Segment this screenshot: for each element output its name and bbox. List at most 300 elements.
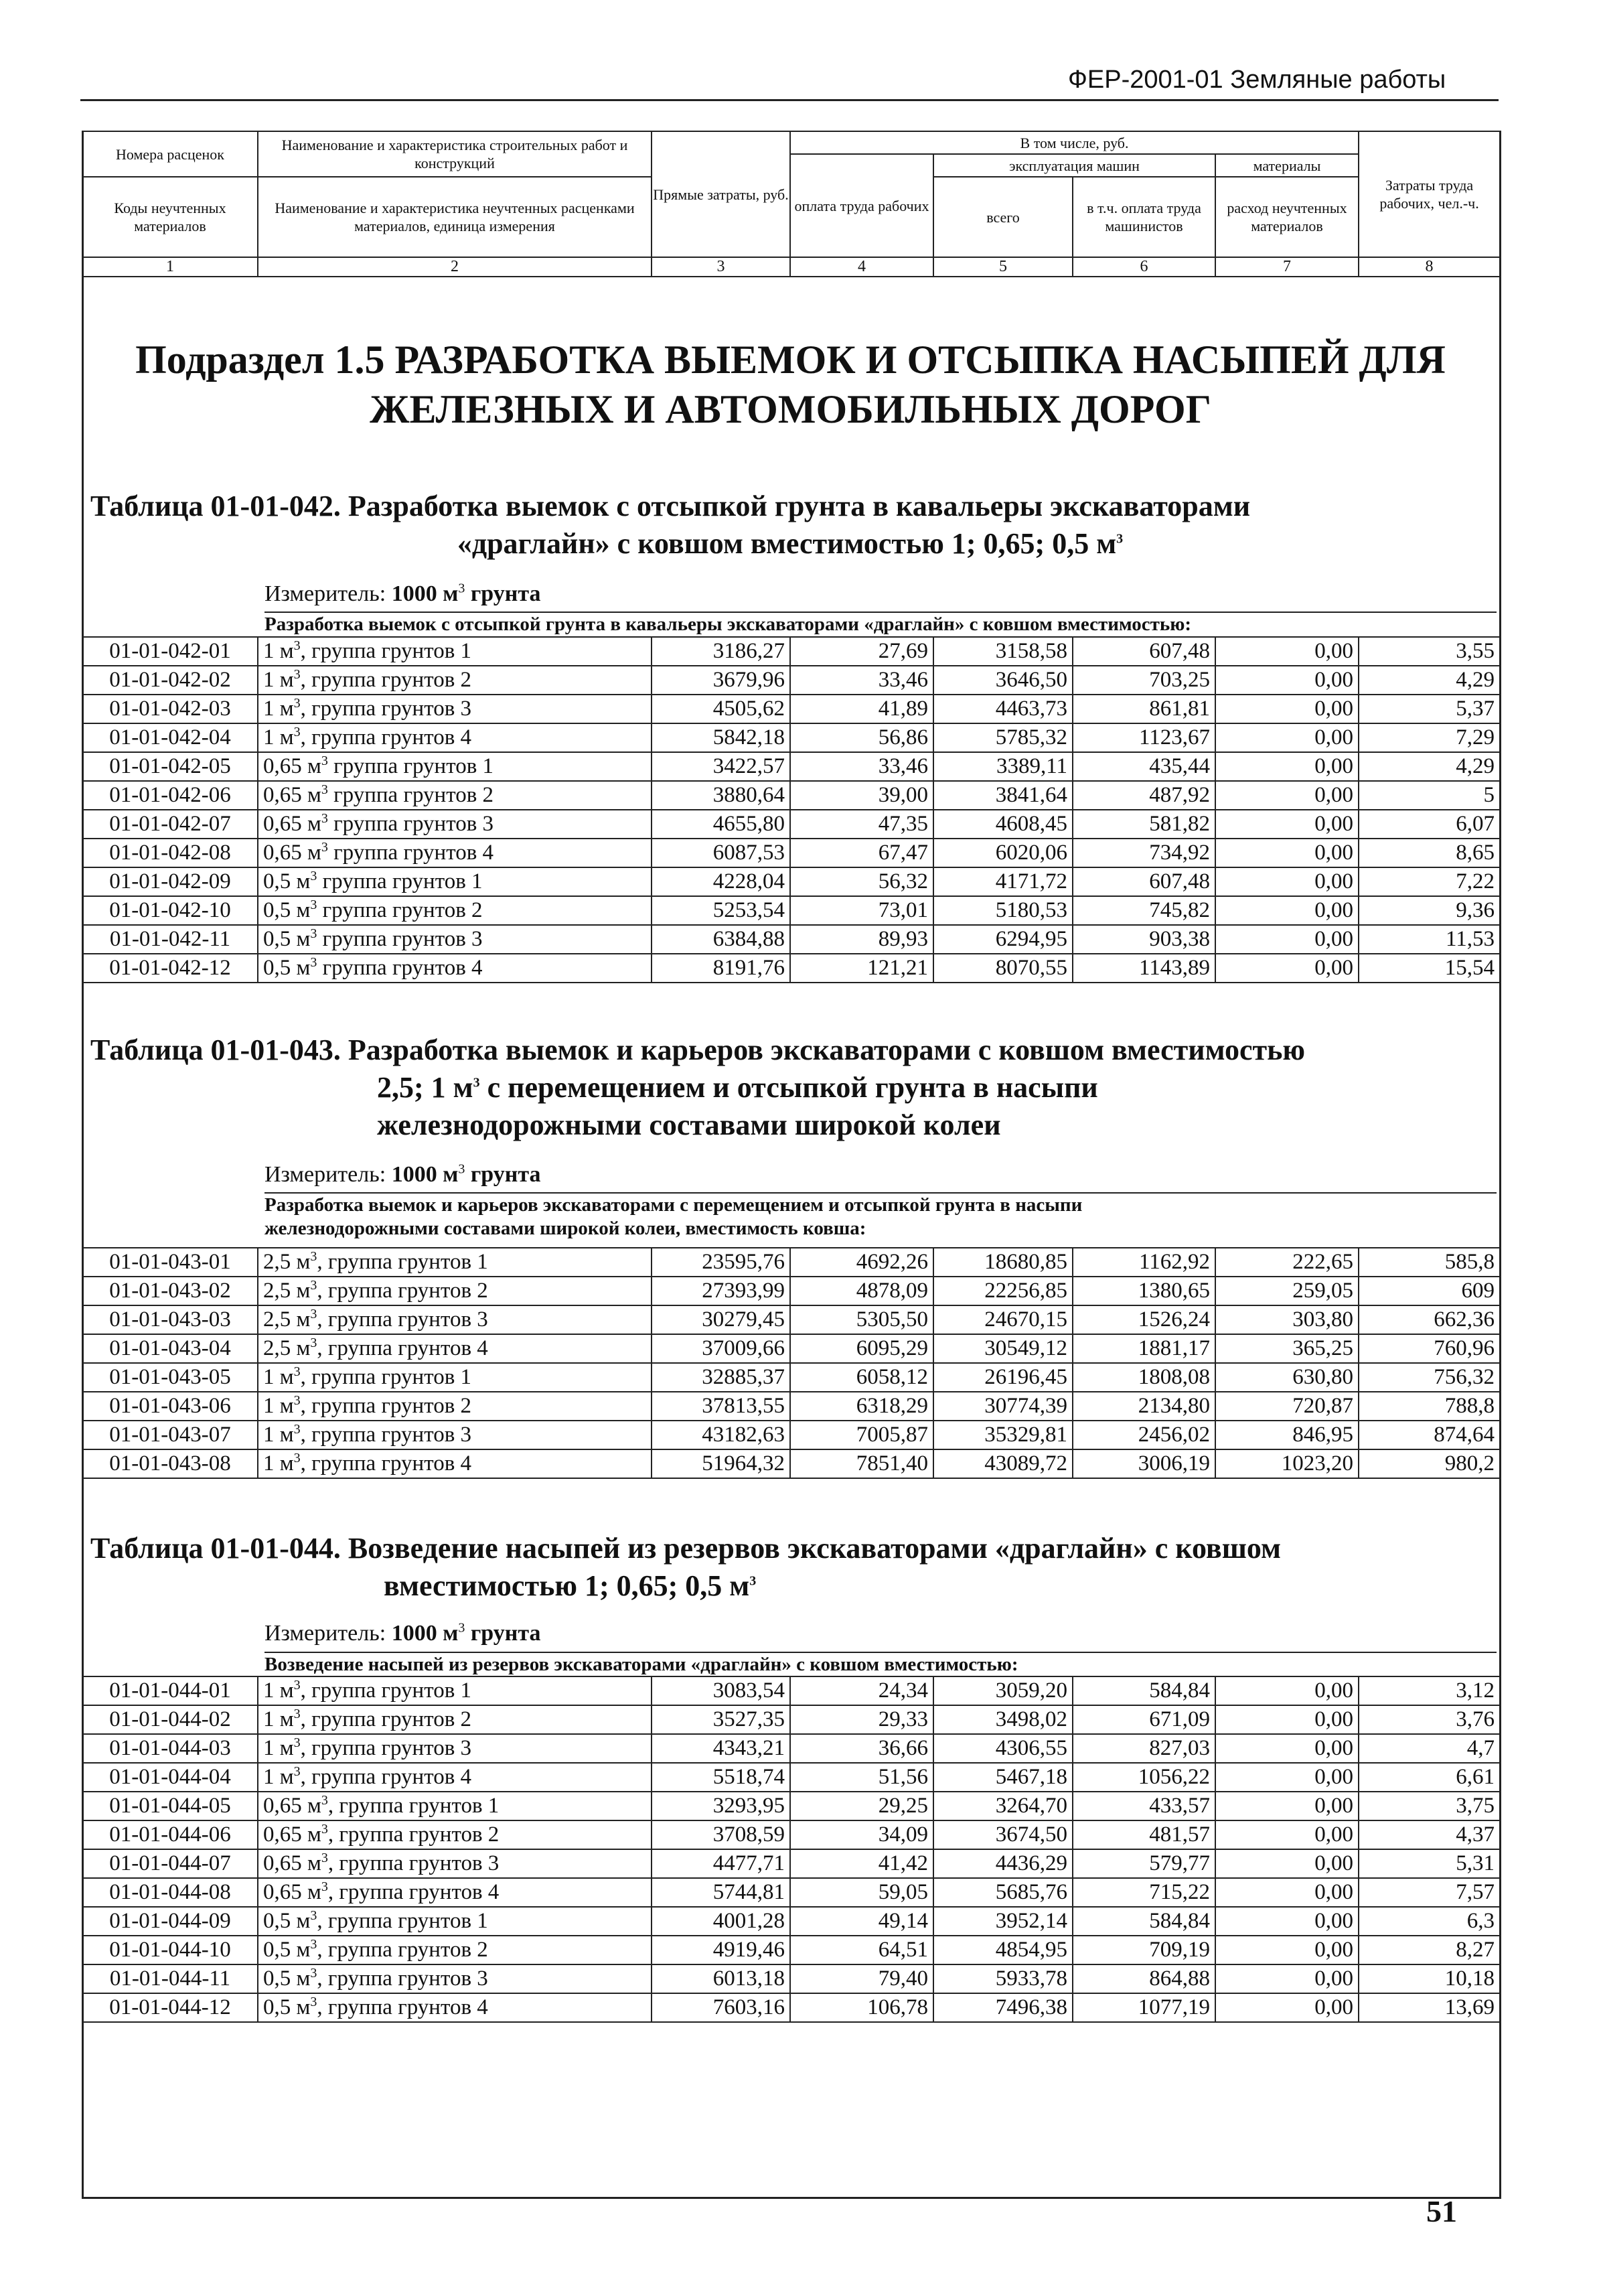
materials: 0,00 (1215, 896, 1359, 925)
worker-wages: 33,46 (790, 666, 933, 695)
col-num: 3 (652, 257, 790, 277)
machinist-wages: 584,84 (1073, 1676, 1215, 1705)
table-title-text: Разработка выемок и карьеров экскаваторами с ковшом вместимостью (348, 1033, 1305, 1066)
table-row (82, 1421, 1500, 1449)
superscript: 3 (321, 1879, 328, 1894)
worker-wages: 56,86 (790, 723, 933, 752)
rate-description (258, 839, 652, 867)
header-wages: оплата труда рабочих (790, 154, 933, 257)
table-row (82, 1305, 1500, 1334)
measure-value: 1000 м (391, 1162, 459, 1187)
bucket-size: 0,65 м (263, 1822, 321, 1847)
soil-group: , группа грунтов 4 (300, 1765, 472, 1789)
superscript: 3 (293, 667, 301, 682)
machinist-wages: 709,19 (1073, 1936, 1215, 1964)
machinist-wages: 3006,19 (1073, 1449, 1215, 1478)
rate-description (258, 954, 652, 983)
machine-costs: 26196,45 (933, 1363, 1073, 1392)
materials: 1023,20 (1215, 1449, 1359, 1478)
worker-wages: 121,21 (790, 954, 933, 983)
soil-group: группа грунтов 2 (317, 898, 483, 922)
direct-costs: 4343,21 (652, 1734, 790, 1763)
soil-group: , группа грунтов 4 (317, 1995, 488, 2019)
worker-wages: 4878,09 (790, 1277, 933, 1305)
worker-wages: 29,33 (790, 1705, 933, 1734)
rate-description (258, 637, 652, 666)
materials: 0,00 (1215, 1734, 1359, 1763)
rate-description (258, 867, 652, 896)
table-row (82, 925, 1500, 954)
labor-hours: 760,96 (1359, 1334, 1500, 1363)
superscript: 3 (458, 1161, 465, 1177)
bucket-size: 1 м (263, 1394, 294, 1418)
table-042-measure (264, 581, 540, 607)
table-row (82, 1993, 1500, 2022)
soil-group: группа грунтов 3 (317, 927, 483, 951)
direct-costs: 3293,95 (652, 1792, 790, 1820)
rate-description (258, 1820, 652, 1849)
bucket-size: 2,5 м (263, 1279, 311, 1303)
direct-costs: 5744,81 (652, 1878, 790, 1907)
bucket-size: 1 м (263, 725, 294, 749)
table-row (82, 1763, 1500, 1792)
superscript: 3 (310, 898, 317, 912)
machinist-wages: 1143,89 (1073, 954, 1215, 983)
superscript: 3 (458, 581, 465, 596)
table-row (82, 1449, 1500, 1478)
bucket-size: 0,5 м (263, 1995, 311, 2019)
superscript: 3 (293, 1735, 301, 1750)
soil-group: , группа грунтов 2 (300, 1707, 472, 1731)
superscript: 3 (321, 1822, 328, 1837)
rate-description (258, 1849, 652, 1878)
soil-group: , группа грунтов 1 (300, 1678, 472, 1703)
rate-description (258, 1964, 652, 1993)
direct-costs: 7603,16 (652, 1993, 790, 2022)
rate-code: 01-01-042-03 (82, 695, 258, 723)
direct-costs: 3186,27 (652, 637, 790, 666)
machinist-wages: 584,84 (1073, 1907, 1215, 1936)
table-row (82, 1849, 1500, 1878)
bucket-size: 0,65 м (263, 812, 321, 836)
materials: 0,00 (1215, 1705, 1359, 1734)
worker-wages: 36,66 (790, 1734, 933, 1763)
labor-hours: 9,36 (1359, 896, 1500, 925)
superscript: 3 (310, 1908, 317, 1923)
soil-group: , группа грунтов 3 (317, 1966, 488, 1991)
worker-wages: 67,47 (790, 839, 933, 867)
direct-costs: 4001,28 (652, 1907, 790, 1936)
materials: 0,00 (1215, 1763, 1359, 1792)
labor-hours: 7,57 (1359, 1878, 1500, 1907)
machine-costs: 30549,12 (933, 1334, 1073, 1363)
rate-description (258, 1334, 652, 1363)
labor-hours: 6,07 (1359, 810, 1500, 839)
labor-hours: 3,55 (1359, 637, 1500, 666)
col-num: 1 (82, 257, 258, 277)
machine-costs: 35329,81 (933, 1421, 1073, 1449)
labor-hours: 662,36 (1359, 1305, 1500, 1334)
caption-line: Разработка выемок и карьеров экскаваторами с перемещением и отсыпкой грунта в насыпи (264, 1194, 1083, 1216)
materials: 630,80 (1215, 1363, 1359, 1392)
soil-group: , группа грунтов 4 (300, 1451, 472, 1476)
materials: 0,00 (1215, 1820, 1359, 1849)
rate-code: 01-01-044-11 (82, 1964, 258, 1993)
labor-hours: 874,64 (1359, 1421, 1500, 1449)
superscript: 3 (321, 1793, 328, 1808)
worker-wages: 5305,50 (790, 1305, 933, 1334)
direct-costs: 5842,18 (652, 723, 790, 752)
direct-costs: 3708,59 (652, 1820, 790, 1849)
worker-wages: 64,51 (790, 1936, 933, 1964)
table-row (82, 867, 1500, 896)
worker-wages: 6058,12 (790, 1363, 933, 1392)
worker-wages: 34,09 (790, 1820, 933, 1849)
soil-group: , группа грунтов 1 (300, 1365, 472, 1389)
soil-group: группа грунтов 3 (327, 812, 494, 836)
table-row (82, 752, 1500, 781)
labor-hours: 6,61 (1359, 1763, 1500, 1792)
table-row (82, 1277, 1500, 1305)
table-044 (82, 1676, 1501, 2023)
table-043-caption (264, 1192, 1497, 1240)
worker-wages: 24,34 (790, 1676, 933, 1705)
materials: 222,65 (1215, 1248, 1359, 1277)
labor-hours: 5 (1359, 781, 1500, 810)
rate-code: 01-01-042-11 (82, 925, 258, 954)
machinist-wages: 607,48 (1073, 637, 1215, 666)
machinist-wages: 1056,22 (1073, 1763, 1215, 1792)
machinist-wages: 433,57 (1073, 1792, 1215, 1820)
materials: 0,00 (1215, 1792, 1359, 1820)
rate-code: 01-01-042-06 (82, 781, 258, 810)
materials: 0,00 (1215, 781, 1359, 810)
rate-code: 01-01-043-08 (82, 1449, 258, 1478)
superscript: 3 (310, 955, 317, 970)
rate-description (258, 896, 652, 925)
direct-costs: 37813,55 (652, 1392, 790, 1421)
direct-costs: 6013,18 (652, 1964, 790, 1993)
rate-code: 01-01-043-03 (82, 1305, 258, 1334)
soil-group: , группа грунтов 2 (300, 1394, 472, 1418)
table-title-text: 2,5; 1 м (377, 1071, 473, 1104)
worker-wages: 41,89 (790, 695, 933, 723)
superscript: 3 (321, 811, 328, 826)
rate-code: 01-01-042-05 (82, 752, 258, 781)
materials: 0,00 (1215, 1964, 1359, 1993)
soil-group: , группа грунтов 2 (327, 1822, 500, 1847)
materials: 365,25 (1215, 1334, 1359, 1363)
col-num: 2 (258, 257, 652, 277)
soil-group: , группа грунтов 1 (327, 1794, 500, 1818)
rate-code: 01-01-042-09 (82, 867, 258, 896)
header-rates-number: Номера расценок (82, 131, 258, 177)
header-in-total: В том числе, руб. (790, 131, 1359, 154)
worker-wages: 39,00 (790, 781, 933, 810)
table-row (82, 839, 1500, 867)
worker-wages: 47,35 (790, 810, 933, 839)
worker-wages: 7005,87 (790, 1421, 933, 1449)
soil-group: группа грунтов 1 (317, 869, 483, 893)
rate-code: 01-01-043-05 (82, 1363, 258, 1392)
rate-code: 01-01-044-12 (82, 1993, 258, 2022)
table-row (82, 810, 1500, 839)
table-row (82, 1820, 1500, 1849)
table-044-title (90, 1530, 1490, 1605)
direct-costs: 51964,32 (652, 1449, 790, 1478)
table-row (82, 666, 1500, 695)
table-row (82, 1907, 1500, 1936)
direct-costs: 30279,45 (652, 1305, 790, 1334)
col-num: 5 (933, 257, 1073, 277)
labor-hours: 756,32 (1359, 1363, 1500, 1392)
materials: 0,00 (1215, 1993, 1359, 2022)
table-row (82, 1363, 1500, 1392)
soil-group: группа грунтов 4 (317, 956, 483, 980)
table-row (82, 695, 1500, 723)
rate-description (258, 1248, 652, 1277)
machine-costs: 24670,15 (933, 1305, 1073, 1334)
header-material-codes: Коды неучтенных материалов (82, 177, 258, 257)
materials: 0,00 (1215, 1936, 1359, 1964)
labor-hours: 6,3 (1359, 1907, 1500, 1936)
machine-costs: 6294,95 (933, 925, 1073, 954)
bucket-size: 0,65 м (263, 1794, 321, 1818)
superscript: 3 (310, 1937, 317, 1952)
machine-costs: 4436,29 (933, 1849, 1073, 1878)
machine-costs: 7496,38 (933, 1993, 1073, 2022)
machine-costs: 3158,58 (933, 637, 1073, 666)
materials: 0,00 (1215, 723, 1359, 752)
bucket-size: 0,5 м (263, 956, 311, 980)
labor-hours: 3,75 (1359, 1792, 1500, 1820)
labor-hours: 3,12 (1359, 1676, 1500, 1705)
soil-group: , группа грунтов 4 (300, 725, 472, 749)
machinist-wages: 903,38 (1073, 925, 1215, 954)
soil-group: группа грунтов 2 (327, 783, 494, 807)
table-row (82, 1734, 1500, 1763)
rate-code: 01-01-043-01 (82, 1248, 258, 1277)
superscript: 3 (293, 696, 301, 711)
bucket-size: 1 м (263, 1451, 294, 1476)
machinist-wages: 734,92 (1073, 839, 1215, 867)
superscript: 3 (321, 1851, 328, 1865)
rate-description (258, 1392, 652, 1421)
table-row (82, 1936, 1500, 1964)
machine-costs: 18680,85 (933, 1248, 1073, 1277)
table-043-measure (264, 1162, 540, 1188)
measure-label: Измеритель: (264, 1621, 386, 1646)
measure-unit: грунта (470, 1162, 541, 1187)
machine-costs: 4608,45 (933, 810, 1073, 839)
worker-wages: 49,14 (790, 1907, 933, 1936)
bucket-size: 2,5 м (263, 1307, 311, 1332)
rate-code: 01-01-043-07 (82, 1421, 258, 1449)
table-044-caption: Возведение насыпей из резервов экскаваторами «драглайн» с ковшом вместимостью: (264, 1652, 1497, 1676)
rate-code: 01-01-044-08 (82, 1878, 258, 1907)
worker-wages: 89,93 (790, 925, 933, 954)
rate-description (258, 1363, 652, 1392)
table-title-text: «драглайн» с ковшом вместимостью 1; 0,65; 0,5 м (457, 527, 1117, 560)
superscript: 3 (310, 1249, 317, 1264)
bucket-size: 1 м (263, 1707, 294, 1731)
machine-costs: 4854,95 (933, 1936, 1073, 1964)
soil-group: , группа грунтов 3 (300, 1423, 472, 1447)
materials: 0,00 (1215, 925, 1359, 954)
machinist-wages: 581,82 (1073, 810, 1215, 839)
rate-description (258, 781, 652, 810)
rate-description (258, 1734, 652, 1763)
table-row (82, 1964, 1500, 1993)
table-label: Таблица 01-01-043. (90, 1033, 341, 1066)
machinist-wages: 1123,67 (1073, 723, 1215, 752)
worker-wages: 56,32 (790, 867, 933, 896)
labor-hours: 8,27 (1359, 1936, 1500, 1964)
col-num: 4 (790, 257, 933, 277)
worker-wages: 7851,40 (790, 1449, 933, 1478)
soil-group: , группа грунтов 1 (300, 639, 472, 663)
soil-group: , группа грунтов 3 (317, 1307, 488, 1332)
labor-hours: 11,53 (1359, 925, 1500, 954)
direct-costs: 32885,37 (652, 1363, 790, 1392)
worker-wages: 106,78 (790, 1993, 933, 2022)
measure-value: 1000 м (391, 1621, 459, 1646)
soil-group: , группа грунтов 3 (300, 697, 472, 721)
machinist-wages: 1881,17 (1073, 1334, 1215, 1363)
superscript: 3 (293, 1422, 301, 1437)
materials: 0,00 (1215, 1849, 1359, 1878)
direct-costs: 3679,96 (652, 666, 790, 695)
superscript: 3 (293, 1764, 301, 1779)
direct-costs: 3422,57 (652, 752, 790, 781)
rate-description (258, 1449, 652, 1478)
caption-line: железнодорожными составами широкой колеи, вместимость ковша: (264, 1218, 866, 1239)
materials: 259,05 (1215, 1277, 1359, 1305)
bucket-size: 0,5 м (263, 1966, 311, 1991)
labor-hours: 4,37 (1359, 1820, 1500, 1849)
machinist-wages: 481,57 (1073, 1820, 1215, 1849)
rate-description (258, 1878, 652, 1907)
header-materials: материалы (1215, 154, 1359, 177)
rate-description (258, 666, 652, 695)
bucket-size: 1 м (263, 697, 294, 721)
machinist-wages: 2456,02 (1073, 1421, 1215, 1449)
bucket-size: 1 м (263, 1765, 294, 1789)
machinist-wages: 435,44 (1073, 752, 1215, 781)
rate-code: 01-01-044-10 (82, 1936, 258, 1964)
labor-hours: 15,54 (1359, 954, 1500, 983)
measure-value: 1000 м (391, 581, 459, 606)
materials: 0,00 (1215, 752, 1359, 781)
table-title-text: вместимостью 1; 0,65; 0,5 м (384, 1569, 750, 1602)
rate-code: 01-01-044-02 (82, 1705, 258, 1734)
direct-costs: 6087,53 (652, 839, 790, 867)
rate-description (258, 695, 652, 723)
rate-code: 01-01-044-06 (82, 1820, 258, 1849)
machinist-wages: 861,81 (1073, 695, 1215, 723)
materials: 0,00 (1215, 666, 1359, 695)
worker-wages: 73,01 (790, 896, 933, 925)
header-work-name: Наименование и характеристика строительных работ и конструкций (258, 131, 652, 177)
labor-hours: 3,76 (1359, 1705, 1500, 1734)
machine-costs: 4306,55 (933, 1734, 1073, 1763)
direct-costs: 4655,80 (652, 810, 790, 839)
measure-unit: грунта (470, 581, 541, 606)
superscript: 3 (310, 1966, 317, 1981)
rate-description (258, 925, 652, 954)
materials: 846,95 (1215, 1421, 1359, 1449)
bucket-size: 0,65 м (263, 841, 321, 865)
bucket-size: 1 м (263, 1736, 294, 1760)
table-row (82, 1676, 1500, 1705)
machine-costs: 43089,72 (933, 1449, 1073, 1478)
bucket-size: 0,65 м (263, 783, 321, 807)
machine-costs: 3264,70 (933, 1792, 1073, 1820)
table-row (82, 1705, 1500, 1734)
superscript: 3 (321, 754, 328, 768)
soil-group: , группа грунтов 2 (300, 668, 472, 692)
superscript: 3 (310, 1336, 317, 1350)
rate-code: 01-01-044-03 (82, 1734, 258, 1763)
rate-code: 01-01-043-06 (82, 1392, 258, 1421)
machine-costs: 6020,06 (933, 839, 1073, 867)
table-row (82, 637, 1500, 666)
machinist-wages: 1808,08 (1073, 1363, 1215, 1392)
col-num: 6 (1073, 257, 1215, 277)
superscript: 3 (310, 926, 317, 941)
table-042 (82, 636, 1501, 983)
machinist-wages: 607,48 (1073, 867, 1215, 896)
direct-costs: 6384,88 (652, 925, 790, 954)
bucket-size: 0,65 м (263, 1851, 321, 1875)
table-042-caption: Разработка выемок с отсыпкой грунта в кавальеры экскаваторами «драглайн» с ковшом вместимостью: (264, 612, 1497, 636)
bucket-size: 0,5 м (263, 927, 311, 951)
machinist-wages: 864,88 (1073, 1964, 1215, 1993)
labor-hours: 7,29 (1359, 723, 1500, 752)
labor-hours: 13,69 (1359, 1993, 1500, 2022)
rate-code: 01-01-044-07 (82, 1849, 258, 1878)
rate-code: 01-01-044-04 (82, 1763, 258, 1792)
rate-description (258, 810, 652, 839)
materials: 303,80 (1215, 1305, 1359, 1334)
superscript: 3 (293, 1364, 301, 1379)
machine-costs: 22256,85 (933, 1277, 1073, 1305)
direct-costs: 5518,74 (652, 1763, 790, 1792)
rate-code: 01-01-044-01 (82, 1676, 258, 1705)
direct-costs: 3527,35 (652, 1705, 790, 1734)
worker-wages: 79,40 (790, 1964, 933, 1993)
machinist-wages: 671,09 (1073, 1705, 1215, 1734)
machine-costs: 5467,18 (933, 1763, 1073, 1792)
subsection-title-line: Подраздел 1.5 РАЗРАБОТКА ВЫЕМОК И ОТСЫПКА НАСЫПЕЙ ДЛЯ (135, 338, 1446, 382)
worker-wages: 29,25 (790, 1792, 933, 1820)
measure-label: Измеритель: (264, 1162, 386, 1187)
rate-description (258, 723, 652, 752)
rate-description (258, 1763, 652, 1792)
document-header: ФЕР-2001-01 Земляные работы (1068, 66, 1446, 94)
superscript: 3 (293, 1451, 301, 1465)
header-machinist-wages: в т.ч. оплата труда машинистов (1073, 177, 1215, 257)
direct-costs: 27393,99 (652, 1277, 790, 1305)
rate-code: 01-01-042-08 (82, 839, 258, 867)
labor-hours: 10,18 (1359, 1964, 1500, 1993)
soil-group: , группа грунтов 2 (317, 1279, 488, 1303)
table-title-text: железнодорожными составами широкой колеи (377, 1108, 1001, 1141)
machine-costs: 3841,64 (933, 781, 1073, 810)
direct-costs: 8191,76 (652, 954, 790, 983)
soil-group: , группа грунтов 3 (300, 1736, 472, 1760)
bucket-size: 0,65 м (263, 1880, 321, 1904)
